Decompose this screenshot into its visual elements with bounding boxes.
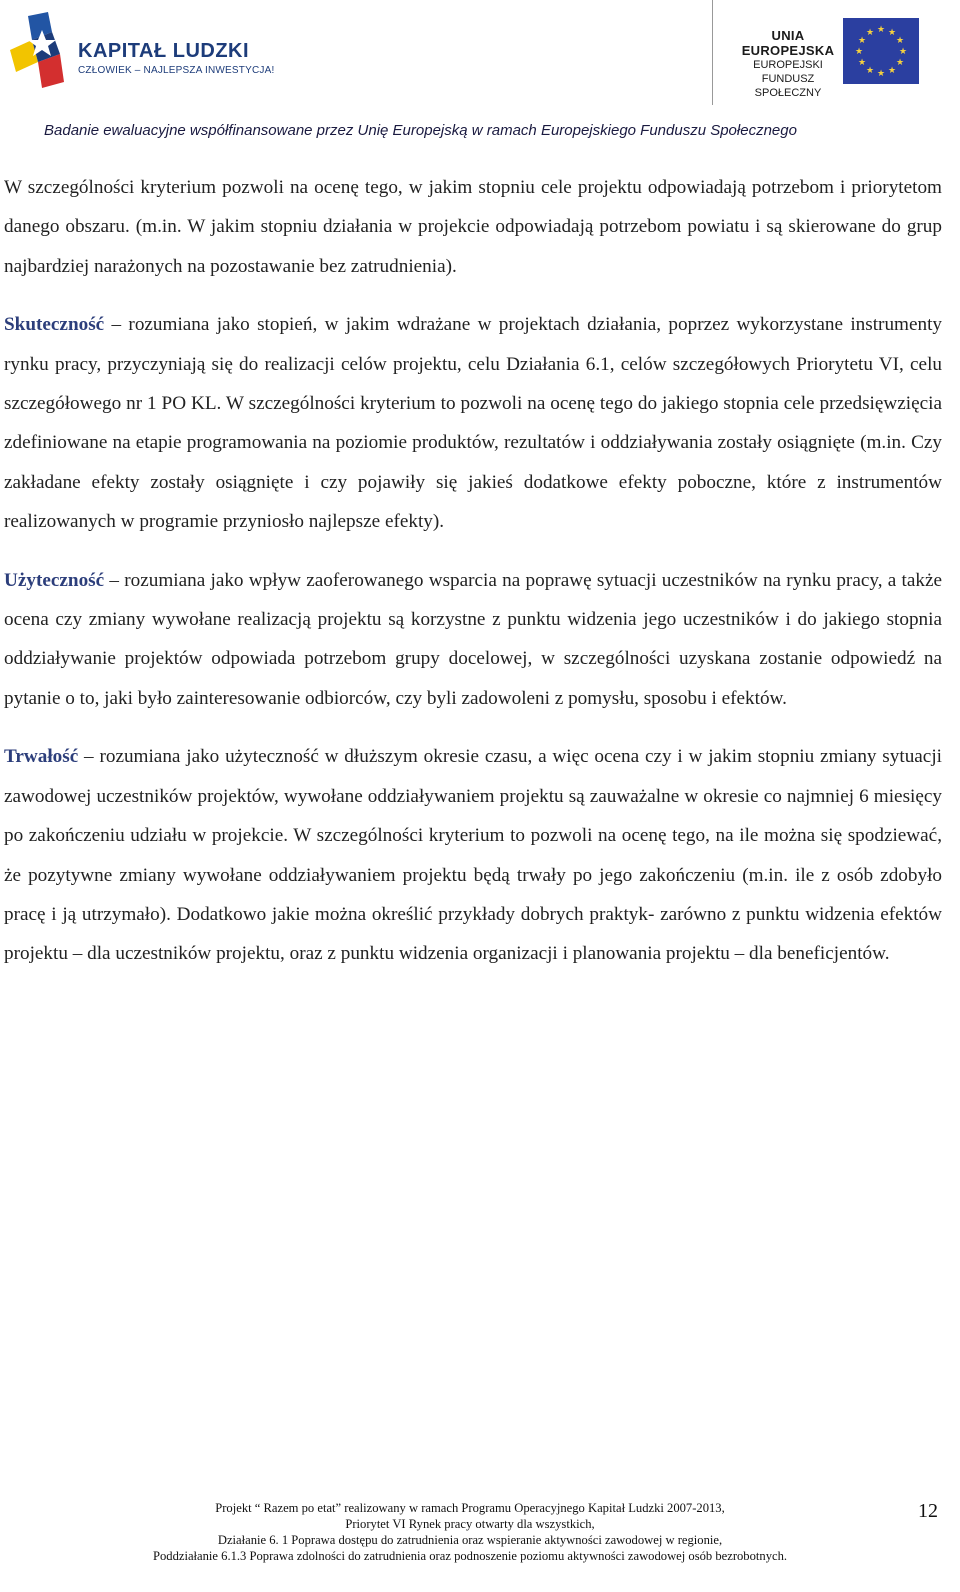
document-body [4,168,942,993]
eu-logo [712,0,953,105]
paragraph-relevance: W szczególności kryterium pozwoli na ocenę tego, w jakim stopniu cele projektu odpowiadają potrzebom i priorytetom danego obszaru. (m.in. W jakim stopniu działania w projekcie odpowiadają potrzebom powiatu i są skierowane do grup najbardziej narażonych na pozostawanie bez zatrudnienia). [4,177,942,277]
svg-text:★: ★ [857,58,867,68]
cofinancing-note: Badanie ewaluacyjne współfinansowane przez Unię Europejską w ramach Europejskiego Funduszu Społecznego [44,122,797,139]
svg-text:★: ★ [887,66,897,76]
svg-text:★: ★ [895,36,905,46]
page-footer [0,1496,960,1592]
svg-text:★: ★ [865,28,875,38]
eu-flag-icon [843,18,919,84]
paragraph-sustainability [4,737,942,973]
svg-text:★: ★ [876,25,886,35]
footer-line-3: Działanie 6. 1 Poprawa dostępu do zatrudnienia oraz wspieranie aktywności zawodowej w regionie, [217,1533,723,1547]
svg-text:★: ★ [887,28,897,38]
term-sustainability: Trwałość [4,746,79,768]
svg-text:★: ★ [898,47,908,57]
paragraph-sustainability-text: – rozumiana jako użyteczność w dłuższym okresie czasu, a więc ocena czy i w jakim stopniu zmiany sytuacji zawodowej uczestników projektów, wywołane oddziaływaniem projektu są zauważalne w okresie co najmniej 6 miesięcy po zakończeniu udziału w projekcie. W szczególności kryterium to pozwoli na ocenę tego, na ile można się spodziewać, że pozytywne zmiany wywołane oddziaływaniem projektu będą trwały po jego zakończeniu (m.in. ile z osób zdobyło pracę i ją utrzymało). Dodatkowo jakie można określić przykłady dobrych praktyk- zarówno z punktu widzenia efektów projektu – dla uczestników projektu, oraz z punktu widzenia organizacji i planowania projektu – dla beneficjentów. [4,746,942,965]
kapital-ludzki-title: KAPITAŁ LUDZKI [78,40,250,62]
kapital-ludzki-star-icon [8,10,70,90]
svg-text:★: ★ [854,47,864,57]
paragraph-utility [4,561,942,719]
term-utility: Użyteczność [4,569,105,591]
footer-line-2: Priorytet VI Rynek pracy otwarty dla wszystkich, [345,1517,595,1531]
page-header [0,0,960,150]
paragraph-effectiveness [4,305,942,541]
svg-text:★: ★ [857,36,867,46]
page-number: 12 [918,1500,938,1522]
paragraph-utility-text: – rozumiana jako wpływ zaoferowanego wsparcia na poprawę sytuacji uczestników na rynku pracy, a także ocena czy zmiany wywołane realizacją projektu są korzystne z punktu widzenia jego uczestników i do jakiego stopnia oddziaływanie projektów odpowiada potrzebom grupy docelowej, w szczególności uzyskana zostanie odpowiedź na pytanie o to, jaki było zainteresowanie odbiorców, czy byli zadowoleni z pomysłu, sposobu i efektów. [4,569,942,709]
eu-title: UNIA EUROPEJSKA [741,28,835,58]
kapital-ludzki-subtitle: CZŁOWIEK – NAJLEPSZA INWESTYCJA! [78,65,275,76]
kapital-ludzki-logo [8,10,308,100]
svg-text:★: ★ [876,69,886,79]
footer-line-4: Poddziałanie 6.1.3 Poprawa zdolności do zatrudnienia oraz podnoszenie poziomu aktywności zawodowej osób bezrobotnych. [152,1549,788,1563]
footer-text [70,1500,870,1564]
svg-text:★: ★ [865,66,875,76]
footer-line-1: Projekt “ Razem po etat” realizowany w ramach Programu Operacyjnego Kapitał Ludzki 2007-2013, [215,1501,725,1515]
svg-text:★: ★ [895,58,905,68]
eu-fund-line2: FUNDUSZ SPOŁECZNY [754,73,822,99]
paragraph-effectiveness-text: – rozumiana jako stopień, w jakim wdrażane w projektach działania, poprzez wykorzystane instrumenty rynku pracy, przyczyniają się do realizacji celów projektu, celu Działania 6.1, celów szczegółowych Priorytetu VI, celu szczegółowego nr 1 PO KL. W szczególności kryterium to pozwoli na ocenę tego do jakiego stopnia cele przedsięwzięcia zdefiniowane na etapie programowania na poziomie produktów, rezultatów i oddziaływania zostały osiągnięte (m.in. Czy zakładane efekty zostały osiągnięte i czy pojawiły się jakieś dodatkowe efekty poboczne, które z instrumentów realizowanych w programie przyniosło najlepsze efekty). [4,314,942,533]
eu-fund-line1: EUROPEJSKI [753,59,823,71]
term-effectiveness: Skuteczność [4,314,105,336]
